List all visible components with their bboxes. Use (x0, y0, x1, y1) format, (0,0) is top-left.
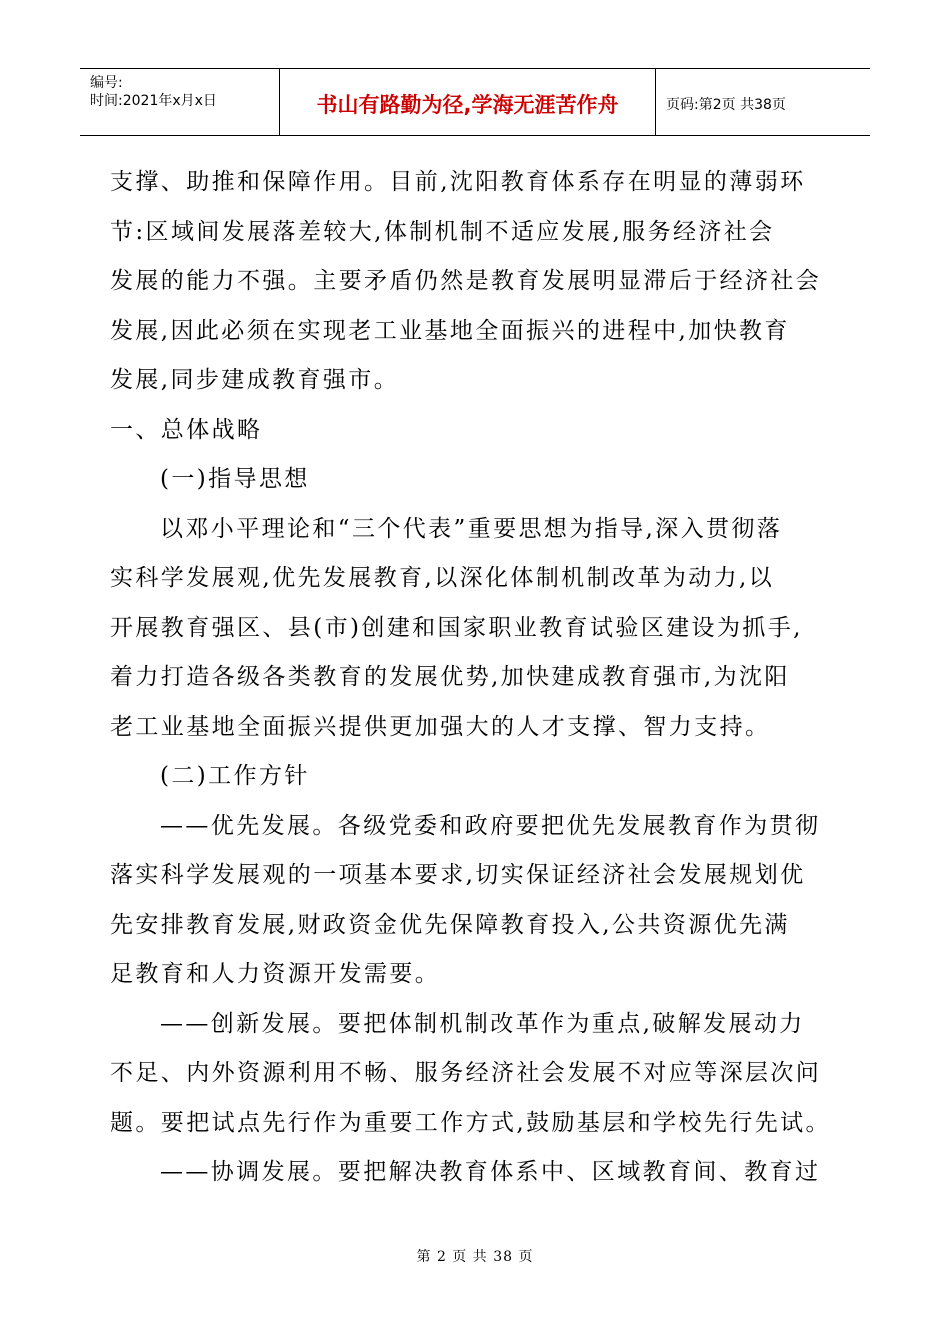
document-header (80, 68, 870, 136)
body-line: 先安排教育发展,财政资金优先保障教育投入,公共资源优先满 (110, 911, 790, 938)
time-label: 时间:2021年x月x日 (90, 93, 217, 109)
body-line: 节:区域间发展落差较大,体制机制不适应发展,服务经济社会 (110, 218, 775, 245)
body-line: 支撑、助推和保障作用。目前,沈阳教育体系存在明显的薄弱环 (110, 169, 806, 195)
body-line: 不足、内外资源利用不畅、服务经济社会发展不对应等深层次问 (110, 1060, 822, 1086)
body-line: ——创新发展。要把体制机制改革作为重点,破解发展动力 (160, 1010, 805, 1037)
body-line: 以邓小平理论和“三个代表”重要思想为指导,深入贯彻落 (160, 515, 783, 542)
body-line: 开展教育强区、县(市)创建和国家职业教育试验区建设为抓手, (110, 614, 803, 641)
header-meta (80, 69, 280, 135)
body-line: 题。要把试点先行作为重要工作方式,鼓励基层和学校先行先试。 (110, 1109, 831, 1136)
body-line: 着力打造各级各类教育的发展优势,加快建成教育强市,为沈阳 (110, 664, 790, 690)
body-line: 发展的能力不强。主要矛盾仍然是教育发展明显滞后于经济社会 (110, 268, 822, 294)
header-motto: 书山有路勤为径,学海无涯苦作舟 (280, 69, 656, 135)
document-body (110, 158, 830, 1198)
page-footer: 第 2 页 共 38 页 (416, 1249, 534, 1265)
body-line: 发展,同步建成教育强市。 (110, 367, 400, 393)
section-heading: 一、总体战略 (110, 416, 263, 443)
body-line: 老工业基地全面振兴提供更加强大的人才支撑、智力支持。 (110, 713, 771, 740)
body-line: ——优先发展。各级党委和政府要把优先发展教育作为贯彻 (160, 812, 821, 839)
number-label: 编号: (90, 75, 123, 91)
body-line: 实科学发展观,优先发展教育,以深化体制机制改革为动力,以 (110, 565, 775, 591)
header-page-info: 页码:第2页 共38页 (666, 97, 786, 113)
subsection-heading: (一)指导思想 (160, 466, 310, 492)
body-line: 落实科学发展观的一项基本要求,切实保证经济社会发展规划优 (110, 862, 806, 888)
body-line: 足教育和人力资源开发需要。 (110, 961, 441, 987)
body-line: ——协调发展。要把解决教育体系中、区域教育间、教育过 (160, 1159, 821, 1185)
body-line: 发展,因此必须在实现老工业基地全面振兴的进程中,加快教育 (110, 317, 790, 344)
subsection-heading: (二)工作方针 (160, 763, 310, 789)
